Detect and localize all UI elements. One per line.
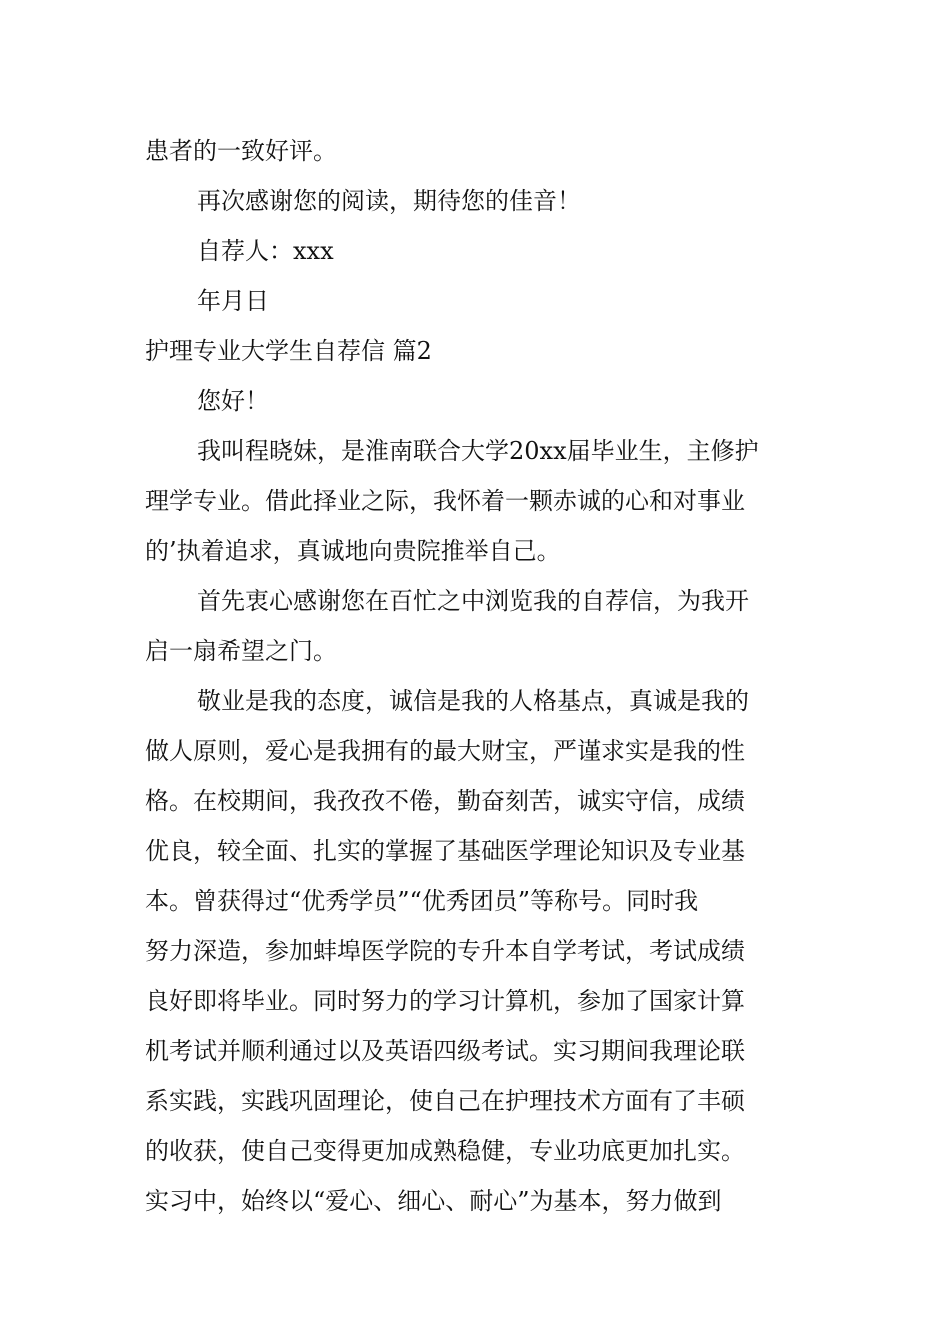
text-line: 我叫程晓妹，是淮南联合大学20xx届毕业生，主修护: [197, 437, 759, 465]
text-line: 机考试并顺利通过以及英语四级考试。实习期间我理论联: [145, 1037, 745, 1065]
text-line: 努力深造，参加蚌埠医学院的专升本自学考试，考试成绩: [145, 937, 745, 965]
text-line: 本。曾获得过“优秀学员”“优秀团员”等称号。同时我: [145, 887, 699, 915]
text-line: 优良，较全面、扎实的掌握了基础医学理论知识及专业基: [145, 837, 745, 865]
text-line: 的收获，使自己变得更加成熟稳健，专业功底更加扎实。: [145, 1137, 745, 1165]
section-heading: 护理专业大学生自荐信 篇2: [145, 337, 432, 365]
text-line: 理学专业。借此择业之际，我怀着一颗赤诚的心和对事业: [145, 487, 745, 515]
text-line: 首先衷心感谢您在百忙之中浏览我的自荐信，为我开: [197, 587, 749, 615]
text-line: 患者的一致好评。: [145, 137, 337, 165]
text-line: 实习中，始终以“爱心、细心、耐心”为基本，努力做到: [145, 1187, 722, 1215]
text-line: 敬业是我的态度，诚信是我的人格基点，真诚是我的: [197, 687, 749, 715]
text-line: 格。在校期间，我孜孜不倦，勤奋刻苦，诚实守信，成绩: [145, 787, 745, 815]
date-line: 年月日: [197, 287, 269, 315]
text-line: 的’执着追求，真诚地向贵院推举自己。: [145, 537, 561, 565]
greeting-line: 您好！: [197, 387, 269, 415]
signature-line: 自荐人：xxx: [197, 237, 334, 265]
text-line: 启一扇希望之门。: [145, 637, 337, 665]
text-line: 系实践，实践巩固理论，使自己在护理技术方面有了丰硕: [145, 1087, 745, 1115]
text-line: 再次感谢您的阅读，期待您的佳音！: [197, 187, 581, 215]
text-line: 做人原则，爱心是我拥有的最大财宝，严谨求实是我的性: [145, 737, 745, 765]
document-body: [145, 126, 815, 1226]
text-line: 良好即将毕业。同时努力的学习计算机，参加了国家计算: [145, 987, 745, 1015]
